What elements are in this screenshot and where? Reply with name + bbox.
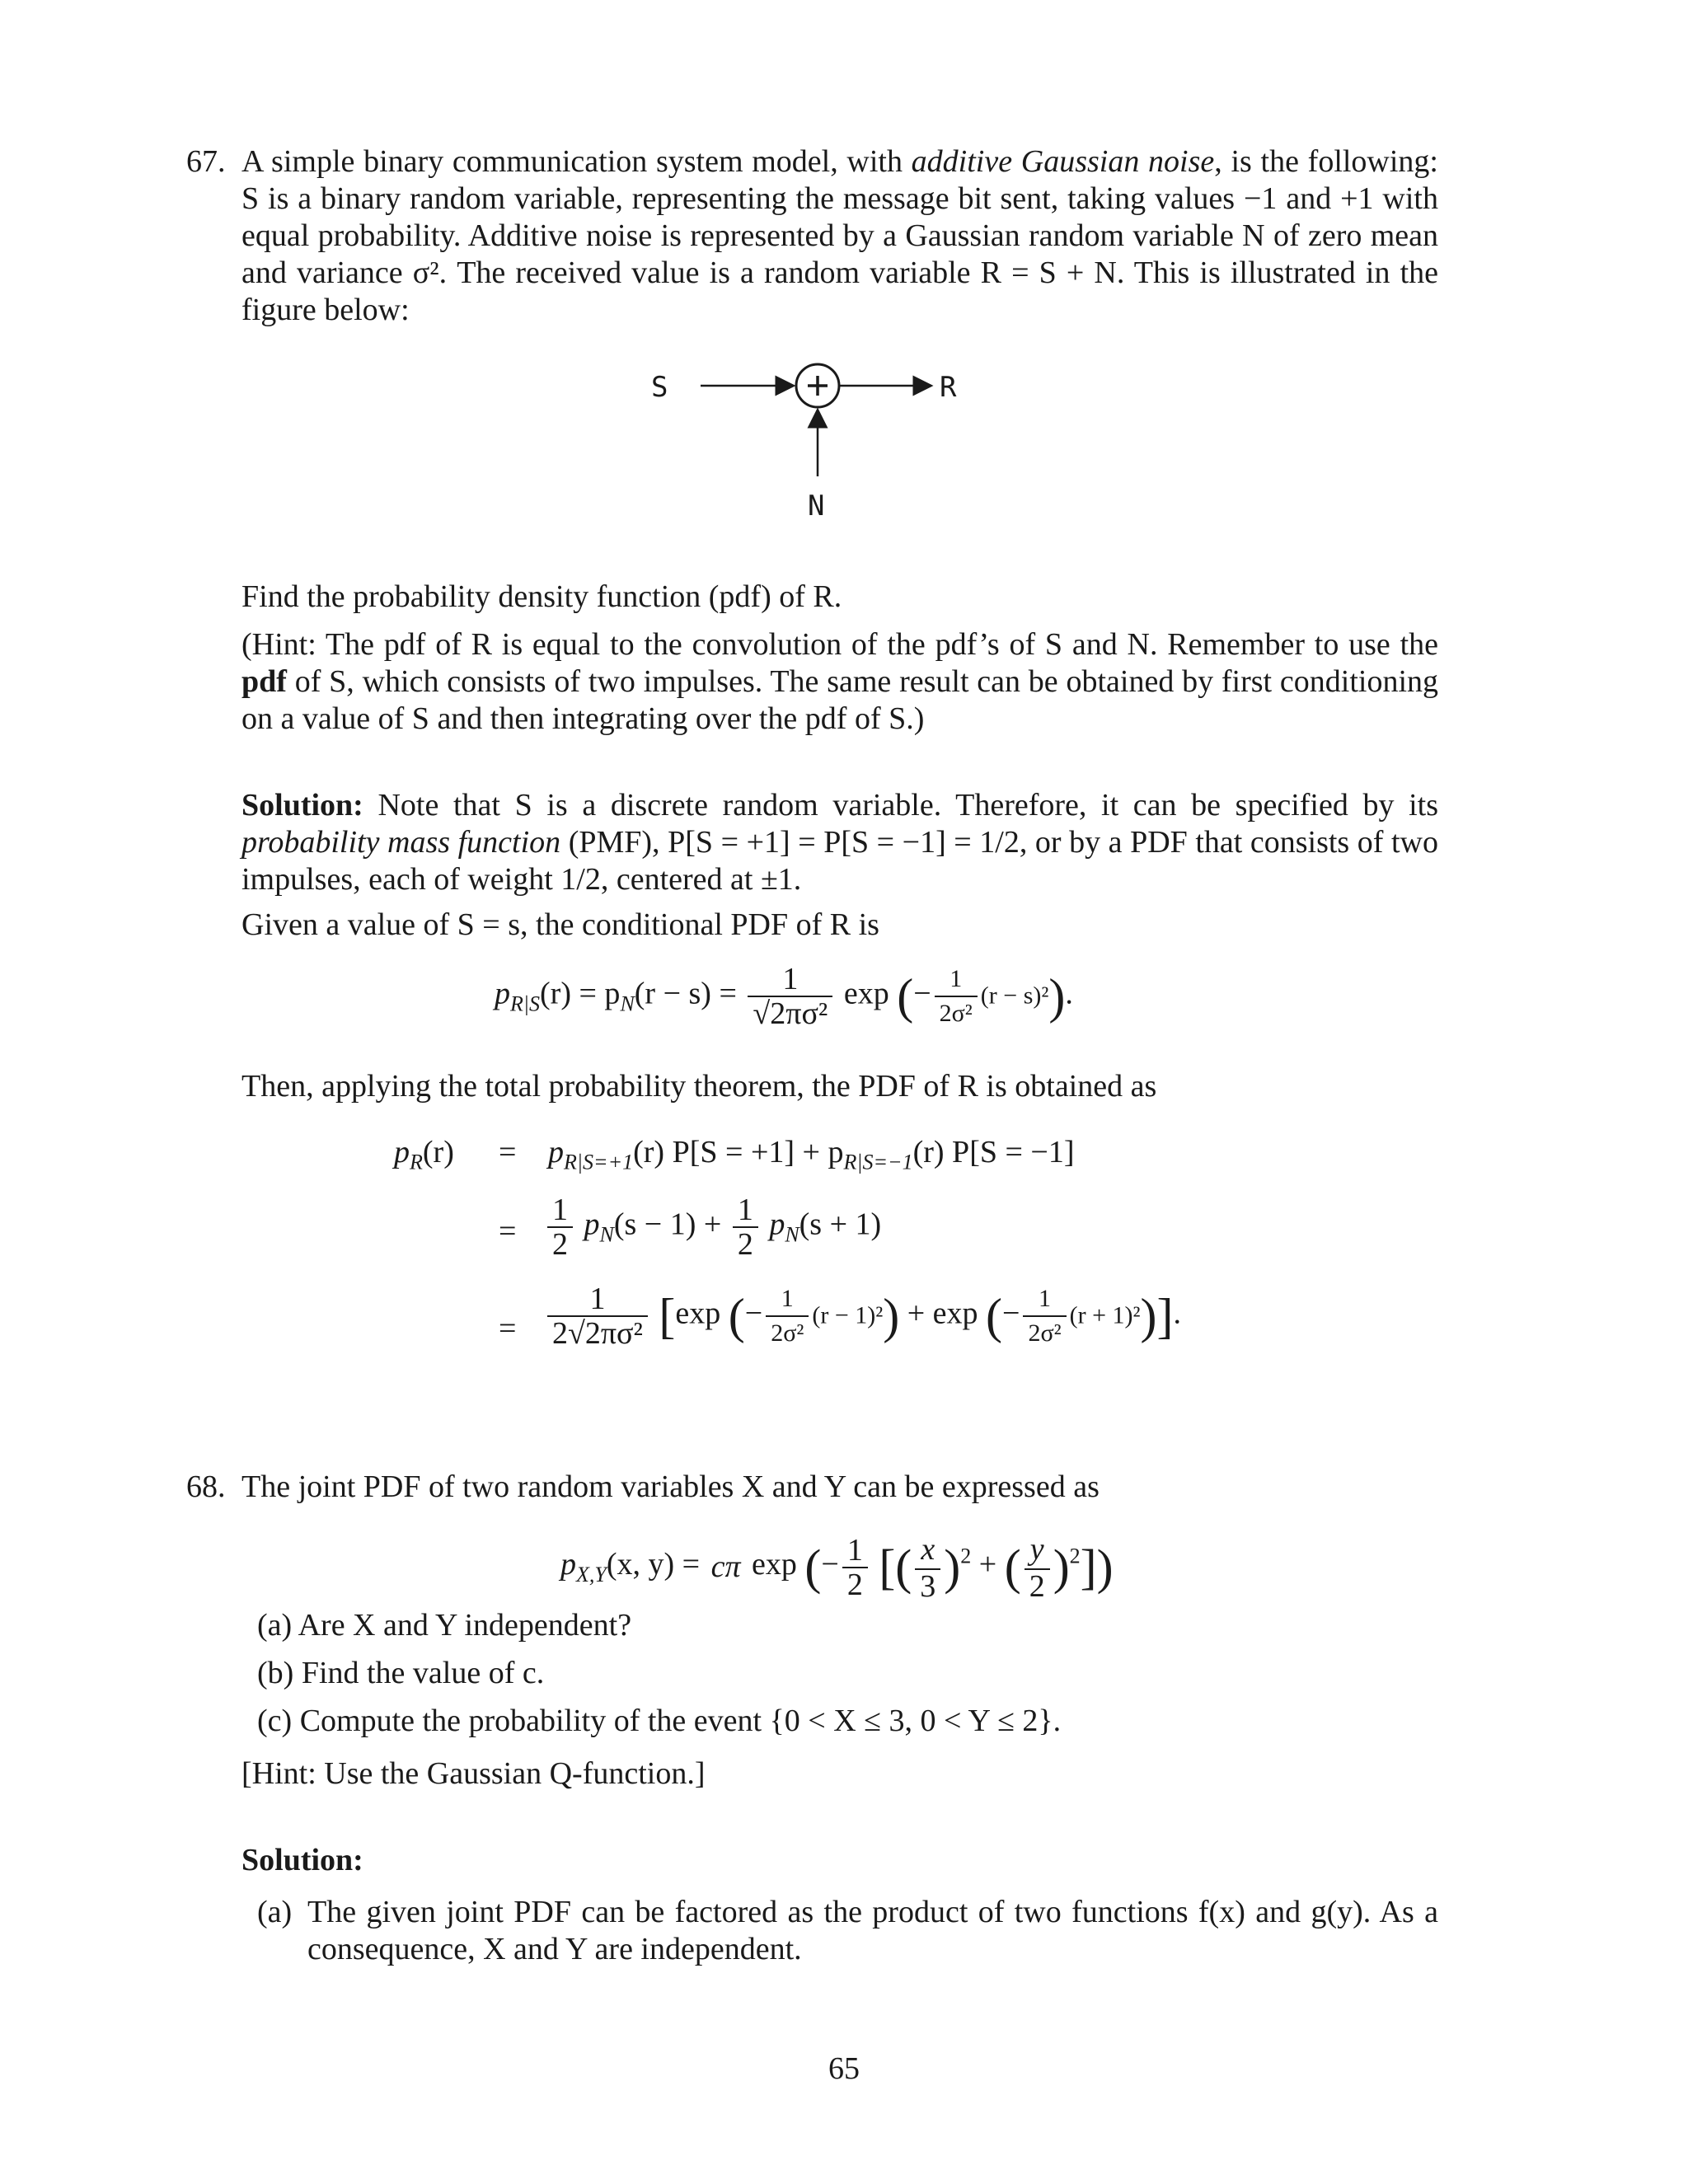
eq1-den: √2πσ²	[748, 996, 832, 1030]
eq3-sq2: 2	[1069, 1544, 1081, 1568]
problem-number: 68.	[186, 1469, 226, 1504]
eq2-eq-1: =	[499, 1135, 517, 1169]
eq1-mid: (r) = p	[540, 976, 621, 1011]
problem-number: 67.	[186, 144, 226, 179]
solution-emphasis: probability mass function	[241, 825, 561, 860]
eq2-line2	[544, 1193, 881, 1261]
eq1-inner-num: 1	[950, 965, 963, 992]
intro-emphasis: additive Gaussian noise	[911, 144, 1215, 179]
eq3-y: y	[1029, 1532, 1044, 1567]
eq1-inner-fraction	[935, 963, 978, 1030]
given-text: Given a value of S = s, the conditional PDF of R is	[241, 907, 879, 942]
diagram-noise-label: N	[808, 490, 825, 523]
joint-pdf-equation: $p_{X,Y}(x$, y) = cπ exp (− $\frac{1}{2}$ [( $\frac{x}{3}$ )$^2$ + ( $\frac{y}{2}$ )$^2$])	[560, 1532, 1114, 1604]
eq3-three: 3	[915, 1568, 940, 1603]
eq3-x: x	[921, 1532, 935, 1567]
problem68-solution-label	[241, 1842, 1438, 1879]
part-label: (c)	[257, 1704, 293, 1738]
diagram-input-label: S	[651, 371, 668, 404]
conditional-pdf-equation: $p_{R|S}(r) = p_N(r - s)$ = $\frac{1}{\text{√2πσ²}}$ exp (− $\frac{1}{\text{2σ²}}$ (r − s)²).	[495, 962, 1073, 1031]
eq3-c-over-pi	[711, 1549, 741, 1586]
problem68-hint: [Hint: Use the Gaussian Q-function.]	[241, 1756, 706, 1791]
part-text: Are X and Y independent?	[298, 1608, 632, 1643]
eq2-l1-sub2: R|S=−1	[843, 1150, 913, 1174]
eq2-l2-p-a: p	[584, 1207, 600, 1242]
eq2-l3-inner-a	[766, 1282, 809, 1350]
hint-part-a: (Hint: The pdf of R is equal to the convolution of the pdf’s of S and N. Remember to use the	[241, 627, 1438, 662]
eq1-fraction	[748, 963, 832, 1030]
eq2-l3-inner-den-a: 2σ²	[766, 1315, 809, 1350]
part-label: (b)	[257, 1656, 294, 1690]
solution-text-a: Note that S is a discrete random variable. Therefore, it can be specified by its	[363, 788, 1438, 823]
eq1-mid2: (r − s) =	[634, 976, 737, 1011]
eq2-l1-tail2: (r) P[S = −1]	[912, 1135, 1075, 1169]
hint-bold: pdf	[241, 664, 287, 699]
eq3-p: p	[560, 1547, 576, 1582]
solution-label: Solution:	[241, 1843, 363, 1877]
eq2-l2-den-b: 2	[733, 1226, 758, 1261]
eq2-line1	[548, 1134, 1075, 1181]
adder-diagram-svg	[692, 354, 956, 486]
eq2-l3-t1: (r − 1)²	[812, 1301, 884, 1329]
eq1-exp: exp	[843, 976, 889, 1011]
eq3-pi: π	[724, 1549, 741, 1584]
page-number: 65	[828, 2051, 860, 2086]
eq3-half-num: 1	[846, 1532, 863, 1568]
eq2-l3-inner-num-b: 1	[1039, 1285, 1052, 1312]
eq2-l2-arg-b: (s + 1)	[799, 1207, 882, 1242]
eq2-lhs-sub: R	[410, 1150, 423, 1174]
eq2-lhs-p: p	[394, 1135, 410, 1169]
answer-a-text: The given joint PDF can be factored as the product of two functions f(x) and g(y). As a consequence, X and Y are independent.	[307, 1895, 1438, 1966]
eq3-half	[842, 1534, 868, 1601]
eq2-l2-sub-b: N	[785, 1222, 799, 1247]
part-b	[257, 1655, 544, 1692]
hint-text	[241, 626, 1438, 738]
eq2-l1-tail1: (r) P[S = +1] + p	[633, 1135, 844, 1169]
part-a	[257, 1607, 631, 1644]
eq1-p: p	[495, 976, 510, 1011]
eq1-period: .	[1065, 976, 1073, 1011]
eq3-exp: exp	[752, 1547, 797, 1582]
eq2-l2-arg-a: (s − 1) +	[613, 1207, 722, 1242]
eq2-lhs-arg: (r)	[422, 1135, 454, 1169]
eq1-sub: R|S	[510, 991, 541, 1016]
diagram-output-label: R	[940, 371, 957, 404]
eq2-l3-fraction	[547, 1282, 648, 1350]
intro-text-cont: , is the following: S is a binary random variable, representing the message bit sent, taking values −1 and +1 with equal probability. Additive noise is represented by a Gaussian random variable N of zero mean and variance σ². The received value is a random variable R = S + N. This is illustrated in the figure below:	[241, 144, 1438, 327]
hint-part-b: of S, which consists of two impulses. The same result can be obtained by first conditioning on a value of S and then integrating over the pdf of S.)	[241, 664, 1438, 736]
solution-text-b: (PMF), P[S = +1] = P[S = −1] = 1/2, or by a PDF that consists of two impulses, each of weight 1/2, centered at ±1.	[241, 825, 1438, 897]
eq3-c: c	[710, 1549, 725, 1584]
eq2-l3-num: 1	[589, 1282, 606, 1316]
eq3-arg: (x, y) =	[606, 1547, 701, 1582]
eq3-sub: X,Y	[576, 1562, 607, 1586]
part-c	[257, 1703, 1061, 1740]
eq2-lhs	[394, 1134, 454, 1181]
intro-text: A simple binary communication system model, with	[241, 144, 912, 179]
eq2-l3-den: 2√2πσ²	[547, 1315, 648, 1350]
solution-label: Solution:	[241, 788, 363, 823]
eq2-l1-sub1: R|S=+1	[564, 1150, 634, 1174]
problem-intro	[241, 143, 1438, 329]
part-label: (a)	[257, 1608, 293, 1643]
answer-a-label: (a)	[257, 1895, 293, 1929]
eq2-l3-inner-num-a: 1	[781, 1285, 794, 1312]
problem68-intro: The joint PDF of two random variables X and Y can be expressed as	[241, 1469, 1100, 1504]
solution-paragraph	[241, 787, 1438, 898]
eq2-l1-p: p	[548, 1135, 564, 1169]
eq1-sub2: N	[620, 991, 635, 1016]
part-text: Compute the probability of the event {0 < X ≤ 3, 0 < Y ≤ 2}.	[299, 1704, 1062, 1738]
eq2-line3: $\frac{1}{\text{2√2πσ²}}$ [exp (− $\frac{1}{\text{2σ²}}$ (r − 1)²) + exp (− $\frac{1}{\text{2σ²}}$ (r + 1)²)].	[544, 1282, 1181, 1350]
eq3-sq1: 2	[960, 1544, 972, 1568]
eq3-two: 2	[1025, 1568, 1050, 1603]
eq2-period: .	[1173, 1296, 1181, 1331]
part-text: Find the value of c.	[301, 1656, 545, 1690]
eq2-l2-half-b	[733, 1193, 758, 1261]
eq2-l2-num-a: 1	[552, 1193, 568, 1227]
eq2-l3-plus-exp: + exp	[907, 1296, 978, 1331]
eq2-l3-inner-b	[1023, 1282, 1066, 1350]
eq3-x-over-3	[915, 1531, 940, 1603]
eq2-l2-p-b: p	[769, 1207, 785, 1242]
eq3-y-over-2	[1025, 1531, 1050, 1603]
eq2-l2-den-a: 2	[547, 1226, 573, 1261]
eq2-eq-2: =	[499, 1214, 517, 1249]
eq2-l3-t2: (r + 1)²	[1069, 1301, 1141, 1329]
eq2-l2-half-a	[547, 1193, 573, 1261]
eq2-l3-inner-den-b: 2σ²	[1023, 1315, 1066, 1350]
eq2-l2-num-b: 1	[737, 1193, 753, 1227]
eq1-inner-den: 2σ²	[935, 996, 978, 1030]
eq1-tail: (r − s)²	[980, 982, 1049, 1010]
eq2-eq-3: =	[499, 1311, 517, 1346]
eq1-num: 1	[782, 962, 799, 996]
then-text: Then, applying the total probability theorem, the PDF of R is obtained as	[241, 1069, 1157, 1104]
task-text: Find the probability density function (pdf) of R.	[241, 579, 842, 614]
eq3-half-den: 2	[842, 1567, 868, 1601]
eq2-l2-sub-a: N	[599, 1222, 614, 1247]
eq2-l3-exp: exp	[675, 1296, 721, 1331]
